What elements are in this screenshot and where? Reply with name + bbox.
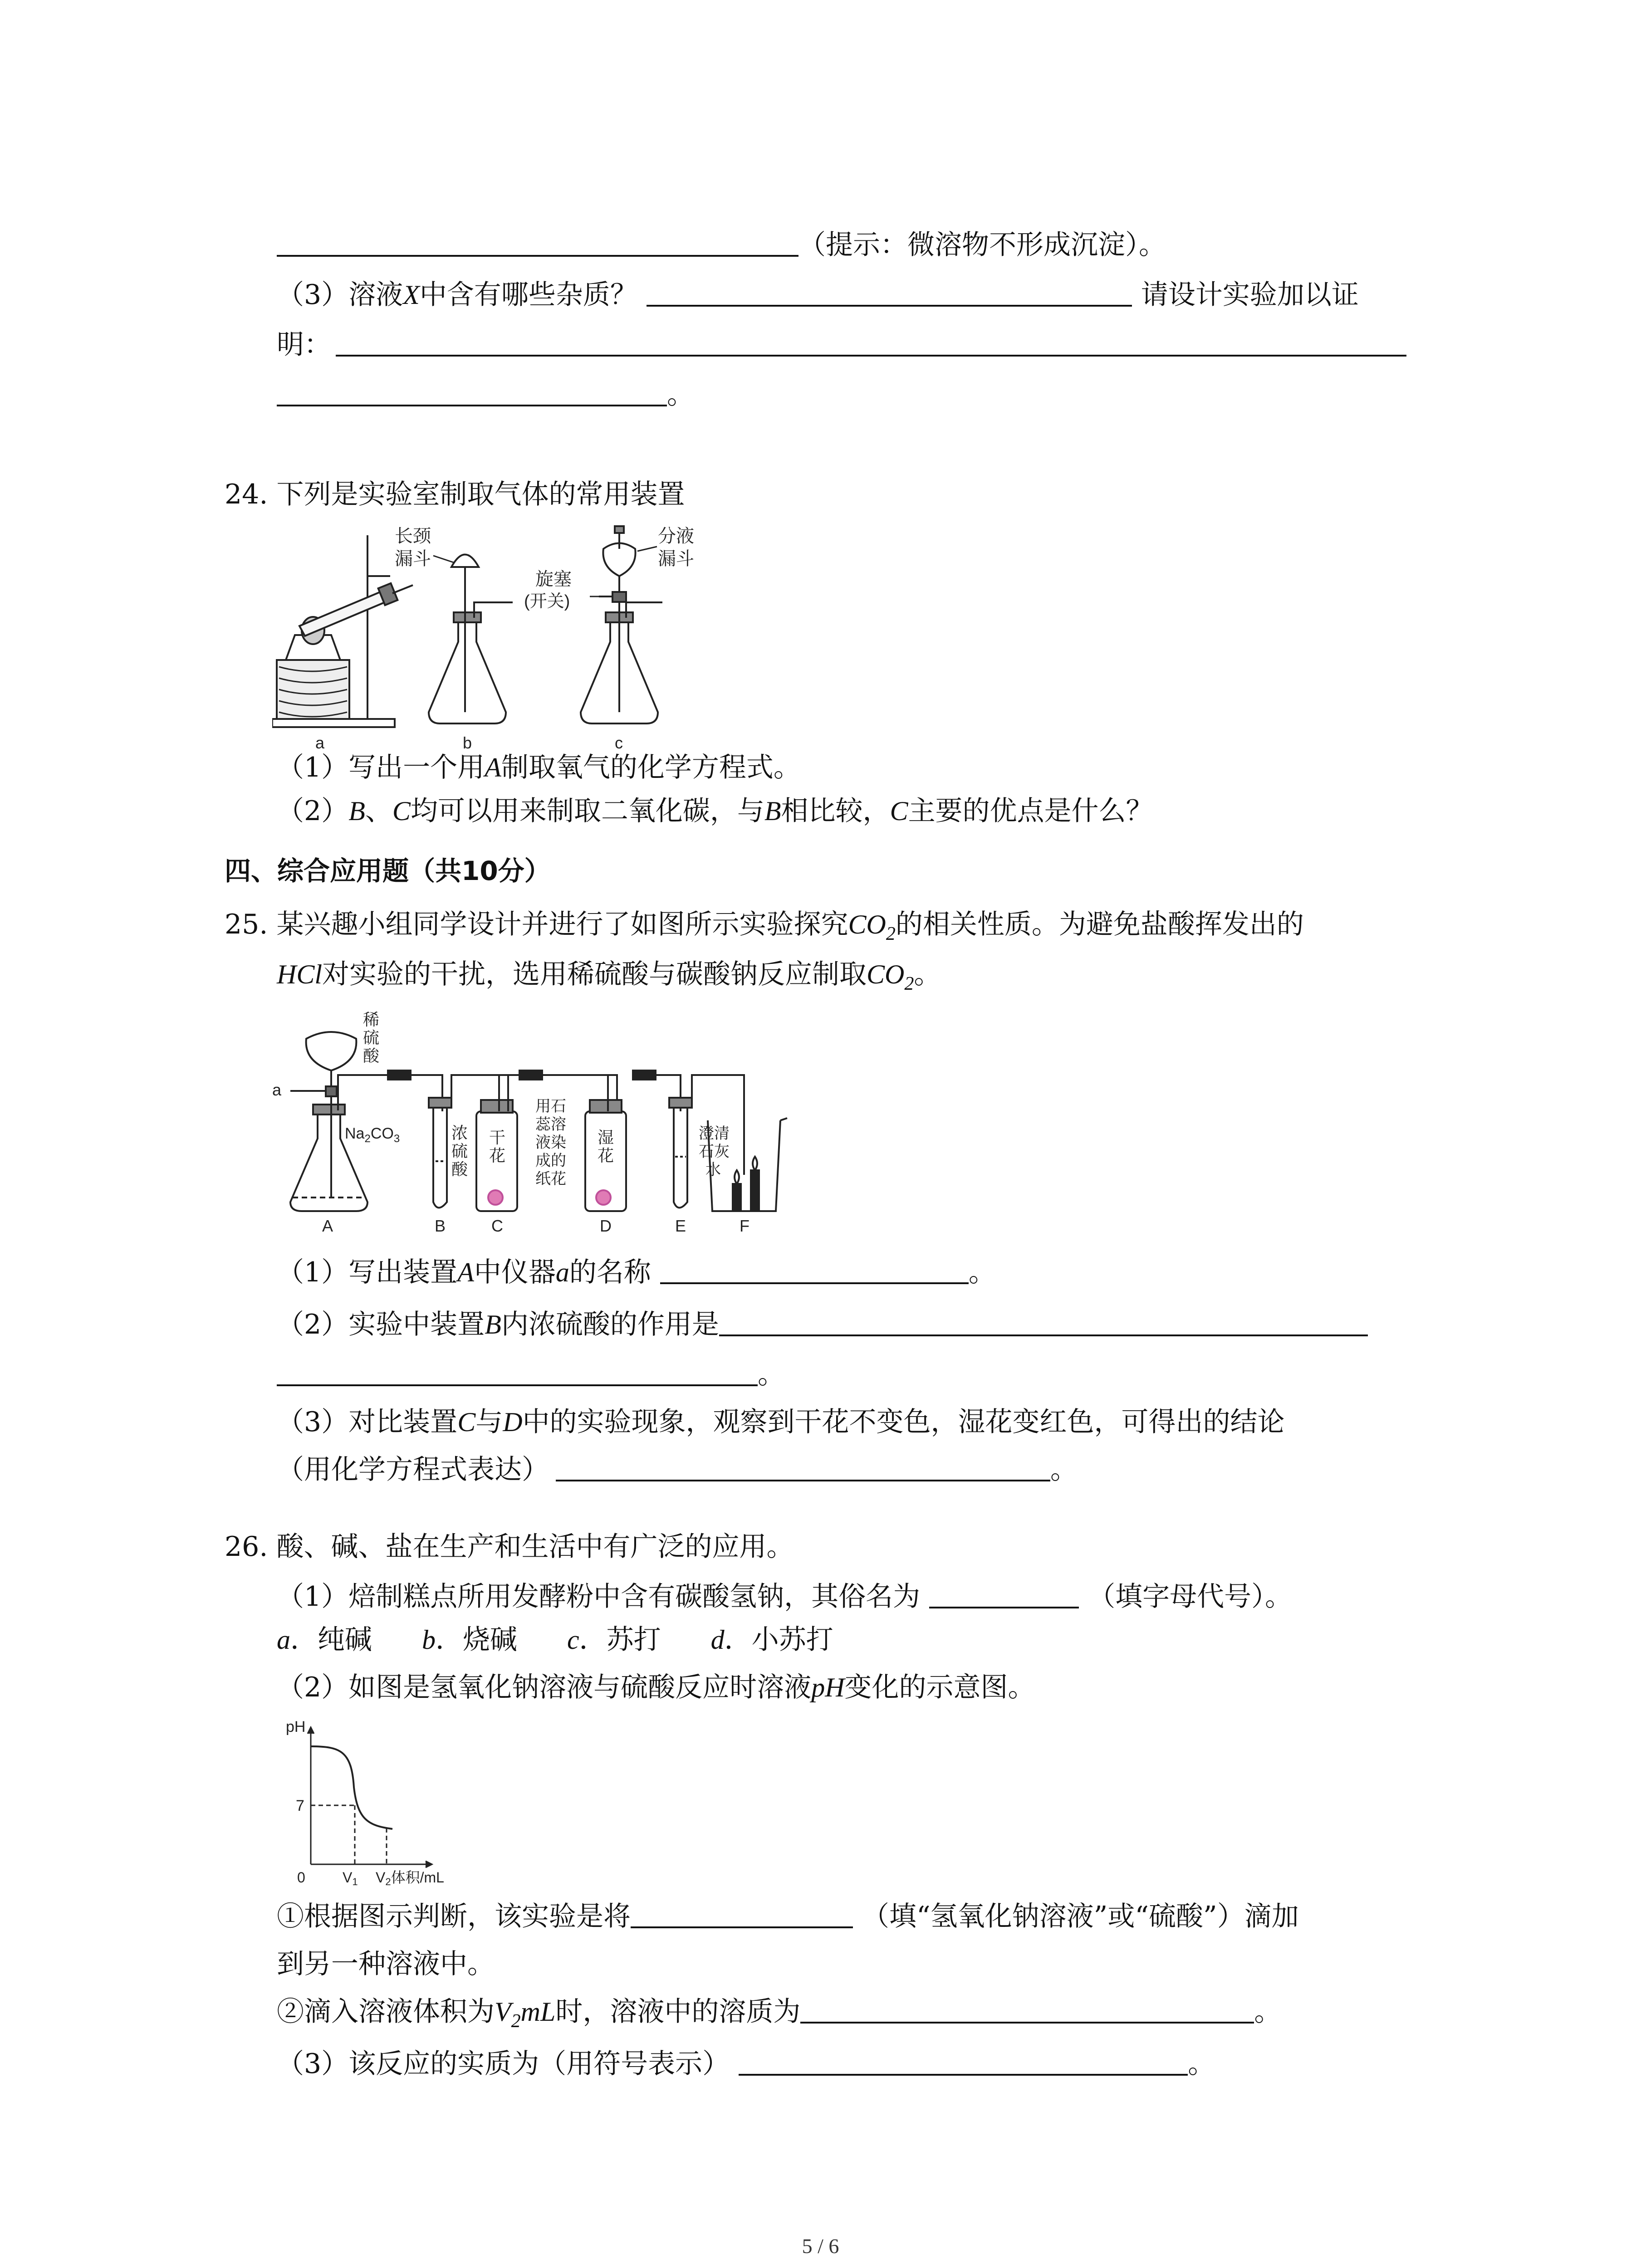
label-na2co3: $Na_2CO_3$ xyxy=(345,1125,400,1145)
q26-c1-cont: 到另一种溶液中。 xyxy=(277,1948,495,1980)
label-limewater-1: 澄清 xyxy=(699,1125,730,1142)
q23-line3: 明： xyxy=(277,327,1406,363)
caption-D: D xyxy=(600,1217,612,1234)
label-litmus-5: 纸花 xyxy=(535,1170,566,1188)
q23-line1 xyxy=(277,227,1166,263)
q26-sub2: （2）如图是氢氧化钠溶液与硫酸反应时溶液pH变化的示意图。 xyxy=(277,1672,1035,1703)
graph-ylabel: pH xyxy=(286,1718,306,1735)
answer-blank[interactable] xyxy=(631,1899,853,1928)
q25-sub2: （2）实验中装置B内浓硫酸的作用是 xyxy=(277,1306,1368,1343)
graph-v1: V1 xyxy=(343,1869,358,1887)
label-sep-funnel: 分液 xyxy=(658,526,694,546)
label-valve: 旋塞 xyxy=(535,569,572,589)
label-acid-1: 稀 xyxy=(363,1010,380,1029)
caption-c: c xyxy=(615,733,623,752)
graph-v2-xlabel: V2体积/mL xyxy=(376,1869,444,1887)
label-dry-flower-2: 花 xyxy=(489,1146,506,1165)
caption-a: a xyxy=(315,733,325,752)
answer-blank[interactable] xyxy=(929,1579,1079,1608)
caption-b: b xyxy=(463,733,472,752)
apparatus-b xyxy=(429,555,513,724)
q24-sub2: （2）B、C均可以用来制取二氧化碳，与B相比较，C主要的优点是什么？ xyxy=(277,795,1153,827)
q25-line1: 25. 某兴趣小组同学设计并进行了如图所示实验探究$CO_2$的相关性质。为避免盐酸挥发出的 xyxy=(225,909,1304,944)
q25-sub1: （1）写出装置A中仪器a的名称 。 xyxy=(277,1254,996,1290)
answer-blank[interactable] xyxy=(277,377,667,406)
q24-title: 24. 下列是实验室制取气体的常用装置 xyxy=(225,479,685,510)
section-4-title: 四、综合应用题（共10分） xyxy=(225,855,551,886)
q25-apparatus-figure xyxy=(272,1007,798,1234)
apparatus-c xyxy=(581,526,662,723)
graph-seven: 7 xyxy=(296,1797,304,1814)
q25-line2: HCl对实验的干扰，选用稀硫酸与碳酸钠反应制取$CO_2$。 xyxy=(277,958,941,994)
label-dry-flower-1: 干 xyxy=(489,1128,506,1147)
q26-title: 26. 酸、碱、盐在生产和生活中有广泛的应用。 xyxy=(225,1531,794,1563)
label-a: a xyxy=(272,1080,282,1099)
q25-sub2-cont: 。 xyxy=(277,1356,785,1393)
page-number: 5 / 6 xyxy=(802,2234,839,2258)
label-limewater-2: 石灰 xyxy=(699,1143,730,1160)
q26-options xyxy=(277,1622,833,1658)
label-conc-acid-2: 硫 xyxy=(451,1142,468,1160)
answer-blank[interactable] xyxy=(336,327,1406,357)
ph-graph xyxy=(277,1715,458,1887)
label-litmus-1: 用石 xyxy=(535,1098,566,1115)
q23-line2: （3）溶液X中含有哪些杂质？ 请设计实验加以证 xyxy=(277,277,1359,313)
label-sep-funnel-2: 漏斗 xyxy=(658,549,694,569)
option-c[interactable]: c．苏打 xyxy=(567,1624,661,1656)
caption-A: A xyxy=(322,1217,333,1234)
caption-F: F xyxy=(740,1217,749,1234)
ph-curve xyxy=(311,1746,392,1829)
q25-sub3: （3）对比装置C与D中的实验现象，观察到干花不变色，湿花变红色，可得出的结论 xyxy=(277,1406,1285,1438)
answer-blank[interactable] xyxy=(277,1357,758,1386)
answer-blank[interactable] xyxy=(556,1452,1050,1481)
q23-hint: （提示：微溶物不形成沉淀）。 xyxy=(798,229,1166,261)
label-wet-flower-1: 湿 xyxy=(598,1128,614,1147)
q24-sub1: （1）写出一个用A制取氧气的化学方程式。 xyxy=(277,752,801,783)
answer-blank[interactable] xyxy=(660,1255,969,1284)
caption-C: C xyxy=(491,1217,503,1234)
q25-sub3-cont: （用化学方程式表达） 。 xyxy=(277,1452,1078,1488)
label-wet-flower-2: 花 xyxy=(598,1146,614,1165)
answer-blank[interactable] xyxy=(719,1307,1368,1336)
q26-c2: ②滴入溶液体积为$V_2mL$时，溶液中的溶质为 。 xyxy=(277,1994,1281,2039)
option-b[interactable]: b．烧碱 xyxy=(422,1624,517,1656)
option-a[interactable]: a．纯碱 xyxy=(277,1624,372,1656)
label-acid-2: 硫 xyxy=(363,1028,380,1047)
q26-sub3: （3）该反应的实质为（用符号表示） 。 xyxy=(277,2046,1215,2082)
label-conc-acid-1: 浓 xyxy=(451,1124,468,1142)
label-valve-2: (开关) xyxy=(524,592,570,611)
label-litmus-3: 液染 xyxy=(535,1134,566,1151)
apparatus-a xyxy=(272,535,413,727)
label-limewater-3: 水 xyxy=(705,1161,721,1178)
caption-B: B xyxy=(435,1217,446,1234)
label-long-funnel-2: 漏斗 xyxy=(395,549,431,569)
answer-blank[interactable] xyxy=(277,228,798,257)
q24-apparatus-figure xyxy=(272,522,726,753)
label-conc-acid-3: 酸 xyxy=(451,1160,468,1178)
label-litmus-4: 成的 xyxy=(535,1152,566,1169)
option-d[interactable]: d．小苏打 xyxy=(710,1624,833,1656)
label-acid-3: 酸 xyxy=(363,1046,380,1065)
label-long-funnel: 长颈 xyxy=(395,526,431,546)
caption-E: E xyxy=(675,1217,686,1234)
q23-line4: 。 xyxy=(277,376,694,413)
graph-origin: 0 xyxy=(297,1869,305,1886)
answer-blank[interactable] xyxy=(800,1994,1254,2024)
q26-sub1: （1）焙制糕点所用发酵粉中含有碳酸氢钠，其俗名为 （填字母代号）。 xyxy=(277,1579,1292,1615)
label-litmus-2: 蕊溶 xyxy=(535,1116,566,1133)
q26-c1: ①根据图示判断，该实验是将 （填“氢氧化钠溶液”或“硫酸”）滴加 xyxy=(277,1898,1299,1935)
answer-blank[interactable] xyxy=(647,278,1132,307)
answer-blank[interactable] xyxy=(739,2047,1188,2076)
